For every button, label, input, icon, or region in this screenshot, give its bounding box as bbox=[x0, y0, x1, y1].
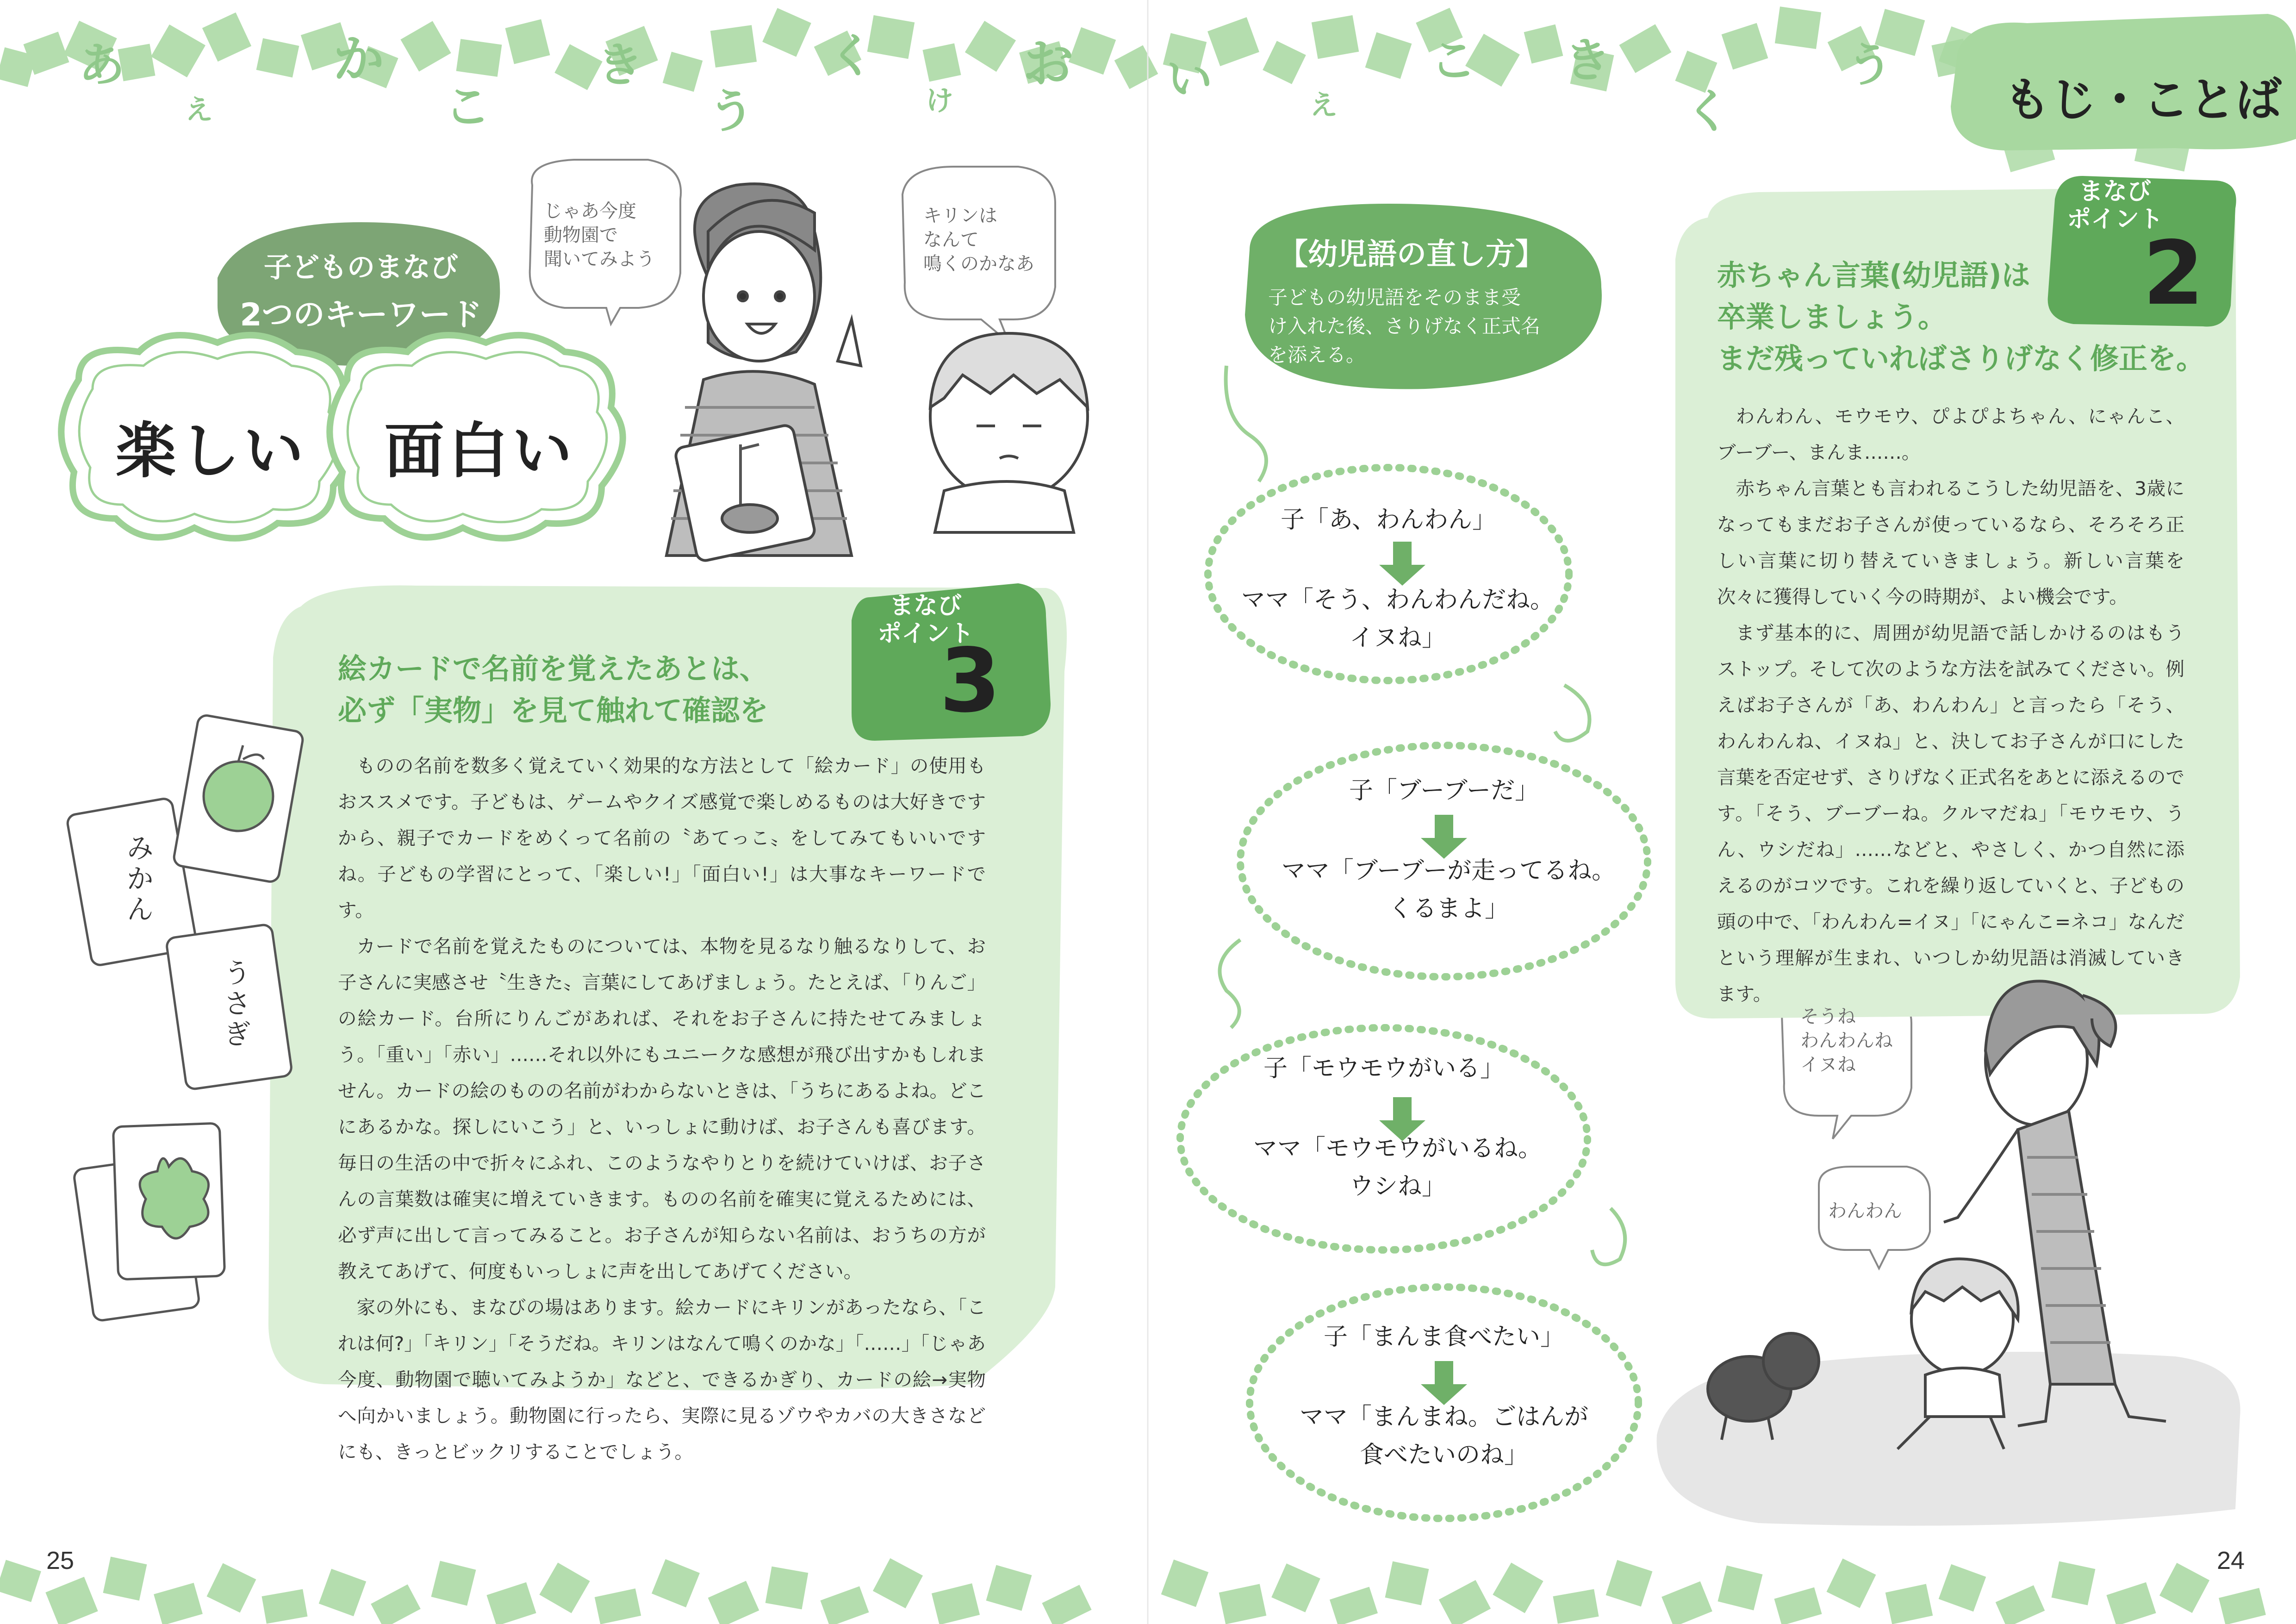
header-char: か bbox=[333, 30, 384, 89]
keyword-title-line2: 2つのキーワード bbox=[240, 297, 482, 333]
card-usagi: うさぎ bbox=[219, 958, 251, 1050]
point3-paragraph: ものの名前を数多く覚えていく効果的な方法として「絵カード」の使用もおススメです。子どもは、ゲームやクイズ感覚で楽しめるものは大好きですから、親子でカードをめくって名前の〝あてっこ〟をしてみてもいいですね。子どもの学習にとって、「楽しい!」「面白い!」は大事なキーワードです。 bbox=[338, 755, 986, 921]
example-mama-line: ママ「モウモウがいるね。 bbox=[1253, 1135, 1542, 1162]
badge-label-line: まなび bbox=[2078, 178, 2151, 206]
point2-body bbox=[1717, 398, 2184, 1012]
example-child-1: 子「あ、わんわん」 bbox=[1281, 506, 1496, 534]
header-char: い bbox=[1166, 52, 1213, 106]
example-mama-line: イヌね」 bbox=[1349, 624, 1446, 652]
speech-child-top bbox=[923, 204, 1034, 276]
example-mama-line: ママ「そう、わんわんだね。 bbox=[1241, 586, 1554, 614]
header-char: く bbox=[1685, 84, 1731, 138]
example-mama-1 bbox=[1231, 581, 1564, 657]
header-char: き bbox=[1564, 33, 1611, 87]
header-char: あ bbox=[79, 38, 125, 92]
point3-body bbox=[338, 748, 986, 1470]
header-char: え bbox=[1310, 89, 1338, 122]
example-mama-4 bbox=[1277, 1398, 1611, 1474]
page-number-left: 25 bbox=[46, 1547, 75, 1574]
header-char: お bbox=[1023, 34, 1074, 94]
badge-label-line: ポイント bbox=[877, 619, 974, 648]
point2-paragraph: わんわん、モウモウ、ぴよぴよちゃん、にゃんこ、ブーブー、まんま……。 bbox=[1717, 405, 2184, 463]
top-garland bbox=[0, 6, 1970, 93]
speech-line: 聞いてみよう bbox=[544, 249, 655, 270]
point2-paragraph: 赤ちゃん言葉とも言われるこうした幼児語を、3歳になってもまだお子さんが使っているなら、そろそろ正しい言葉に切り替えていきましょう。新しい言葉を次々に獲得していく今の時期が、よい機会です。 bbox=[1717, 477, 2184, 608]
speech-mother-bottom bbox=[1800, 1005, 1893, 1077]
speech-mother-top bbox=[544, 199, 655, 271]
header-char: こ bbox=[1430, 33, 1476, 87]
point2-heading bbox=[1717, 255, 2205, 380]
point3-paragraph: 家の外にも、まなびの場はあります。絵カードにキリンがあったなら、「これは何?」「キリン」「そうだね。キリンはなんて鳴くのかな」「……」「じゃあ今度、動物園で聴いてみようか」などと、できるかぎり、カードの絵→実物へ向かいましょう。動物園に行ったら、実際に見るゾウやカバの大きさなどにも、きっとビックリすることでしょう。 bbox=[338, 1296, 986, 1463]
bottom-garland bbox=[0, 1557, 2266, 1624]
method-body-line: け入れた後、さりげなく正式名 bbox=[1268, 315, 1541, 337]
method-body-line: 子どもの幼児語をそのまま受 bbox=[1268, 286, 1521, 309]
example-child-3: 子「モウモウがいる」 bbox=[1263, 1055, 1504, 1082]
header-char: く bbox=[828, 29, 875, 83]
example-mama-line: ウシね」 bbox=[1349, 1173, 1446, 1200]
speech-line: イヌね bbox=[1800, 1054, 1856, 1075]
point3-heading bbox=[338, 648, 768, 731]
speech-child-bottom: わんわん bbox=[1828, 1200, 1902, 1222]
badge-2-number: 2 bbox=[2143, 222, 2204, 325]
example-child-2: 子「ブーブーだ」 bbox=[1349, 777, 1539, 805]
example-mama-line: ママ「ブーブーが走ってるね。 bbox=[1281, 857, 1616, 885]
header-char: え bbox=[185, 94, 213, 126]
speech-line: キリンは bbox=[923, 205, 997, 226]
example-mama-line: くるまよ」 bbox=[1388, 895, 1509, 923]
speech-line: わんわんね bbox=[1800, 1030, 1893, 1051]
header-char: う bbox=[708, 84, 754, 138]
keyword-title bbox=[231, 245, 491, 335]
method-body bbox=[1268, 283, 1583, 369]
keyword-fun: 楽しい bbox=[116, 416, 308, 486]
example-mama-line: ママ「まんまね。ごはんが bbox=[1299, 1403, 1588, 1431]
header-char: き bbox=[597, 38, 643, 92]
bottom-illustration bbox=[1708, 981, 2166, 1449]
example-mama-3 bbox=[1231, 1130, 1564, 1206]
point3-heading-line: 絵カードで名前を覚えたあとは、 bbox=[338, 652, 769, 686]
method-body-line: を添える。 bbox=[1268, 344, 1366, 366]
speech-line: じゃあ今度 bbox=[544, 200, 636, 222]
example-child-4: 子「まんま食べたい」 bbox=[1323, 1323, 1564, 1351]
card-mikan: みかん bbox=[122, 833, 154, 925]
keyword-interesting: 面白い bbox=[384, 416, 576, 486]
speech-line: 鳴くのかなあ bbox=[923, 253, 1034, 275]
point2-heading-line: 卒業しましょう。 bbox=[1717, 300, 1947, 334]
badge-label-line: ポイント bbox=[2066, 205, 2163, 233]
header-char: こ bbox=[444, 80, 491, 134]
point2-heading-line: 赤ちゃん言葉(幼児語)は bbox=[1717, 258, 2030, 292]
example-mama-2 bbox=[1259, 852, 1638, 928]
point3-heading-line: 必ず「実物」を見て触れて確認を bbox=[338, 693, 769, 727]
method-title: 【幼児語の直し方】 bbox=[1278, 237, 1545, 272]
point2-heading-line: まだ残っていればさりげなく修正を。 bbox=[1717, 341, 2205, 375]
point3-paragraph: カードで名前を覚えたものについては、本物を見るなり触るなりして、お子さんに実感させ〝生きた〟言葉にしてあげましょう。たとえば、「りんご」の絵カード。台所にりんごがあれば、それをお子さんに持たせてみましょう。「重い」「赤い」……それ以外にもユニークな感想が飛び出すかもしれません。カードの絵のものの名前がわからないときは、「うちにあるよね。どこにあるかな。探しにいこう」と、いっしょに動けば、お子さんも喜びます。毎日の生活の中で折々にふれ、このようなやりとりを続けていけば、お子さんの言葉数は確実に増えていきます。ものの名前を確実に覚えるためには、必ず声に出して言ってみること。お子さんが知らない名前は、おうちの方が教えてあげて、何度もいっしょに声を出してあげてください。 bbox=[338, 935, 986, 1282]
badge-label-line: まなび bbox=[889, 592, 962, 620]
header-char: う bbox=[1847, 38, 1893, 92]
header-char: け bbox=[926, 85, 953, 117]
page-number-right: 24 bbox=[2217, 1547, 2245, 1574]
category-title: もじ・ことば bbox=[2004, 73, 2282, 127]
speech-line: そうね bbox=[1800, 1006, 1856, 1027]
speech-line: 動物園で bbox=[544, 225, 618, 246]
keyword-title-line1: 子どものまなび bbox=[264, 251, 458, 284]
badge-3-number: 3 bbox=[940, 630, 1001, 732]
point2-paragraph: まず基本的に、周囲が幼児語で話しかけるのはもうストップ。そして次のような方法を試みてください。例えばお子さんが「あ、わんわん」と言ったら「そう、わんわんね、イヌね」と、決してお子さんが口にした言葉を否定せず、さりげなく正式名をあとに添えるのです。「そう、ブーブーね。クルマだね」「モウモウ、うん、ウシだね」……などと、やさしく、かつ自然に添えるのがコツです。これを繰り返していくと、子どもの頭の中で、「わんわん=イヌ」「にゃんこ=ネコ」なんだという理解が生まれ、いつしか幼児語は消滅していきます。 bbox=[1717, 622, 2184, 1005]
example-mama-line: 食べたいのね」 bbox=[1359, 1441, 1528, 1469]
speech-line: なんて bbox=[923, 229, 979, 250]
